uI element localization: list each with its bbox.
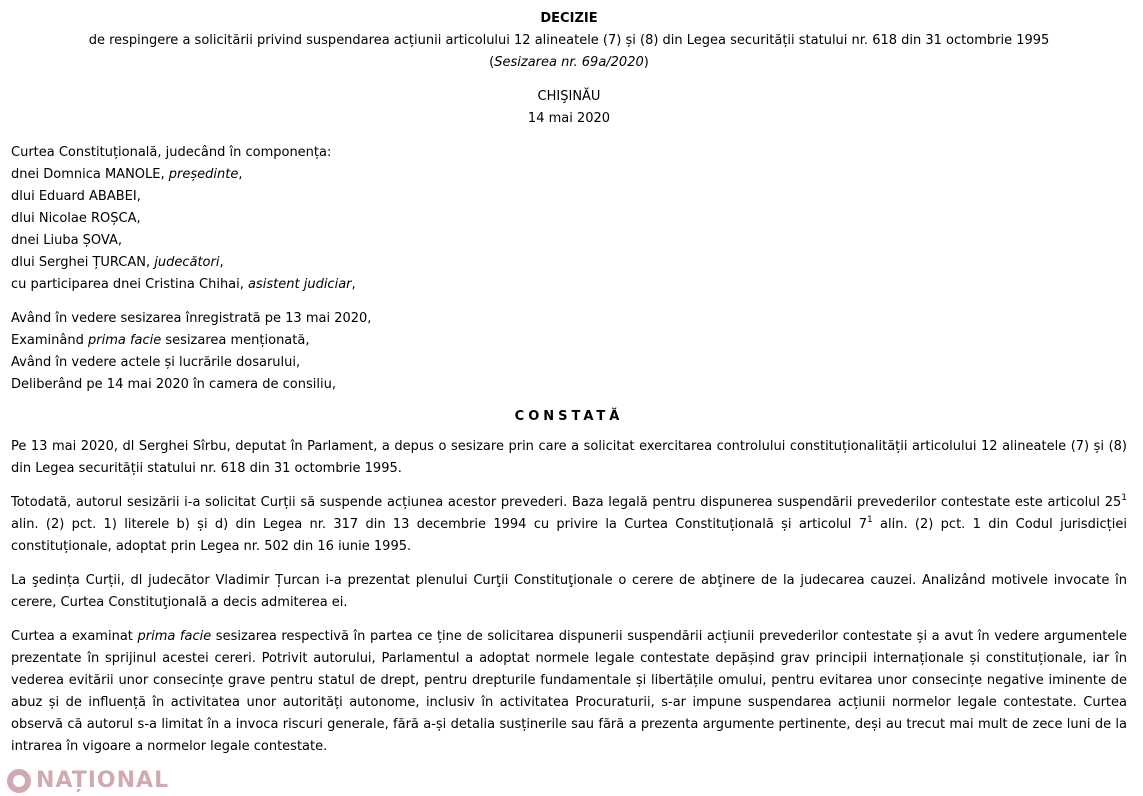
watermark-logo-icon bbox=[6, 768, 32, 794]
paragraph-2: Totodată, autorul sesizării i-a solicitat Curții să suspende acțiunea acestor prevederi. Baza legală pentru dispunerea suspendării prevederilor contestate este articolul $25^1$ alin. (2) pct. 1) literele b) și d) din Legea nr. 317 din 13 decembrie 1994 cu privire la Curtea Constituțională și articolul $7^1$ alin. (2) pct. 1 din Codul jurisdicției constituționale, adoptat prin Legea nr. 502 din 16 iunie 1995. bbox=[11, 492, 1127, 554]
considerations-block bbox=[11, 308, 1127, 396]
city: CHIŞINĂU bbox=[537, 89, 601, 104]
case-reference: (Sesizarea nr. 69a/2020) bbox=[489, 55, 649, 70]
watermark-text: NAȚIONAL bbox=[36, 768, 170, 793]
member-manole: dnei Domnica MANOLE, președinte, bbox=[11, 167, 243, 182]
member-ababei: dlui Eduard ABABEI, bbox=[11, 189, 141, 204]
paragraph-4: Curtea a examinat prima facie sesizarea respectivă în partea ce ține de solicitarea dispunerii suspendării acțiunii prevederilor contestate și a avut în vedere argumentele prezentate în sprijinul acestei cereri. Potrivit autorului, Parlamentul a adoptat normele legale contestate depășind grav principii internaționale și constituționale, iar în vederea evitării unor consecințe grave pentru statul de drept, pentru drepturile fundamentale și libertățile omului, pentru evitarea unor consecințe negative iminente de abuz și de influență în activitatea unor autorități autonome, inclusiv în activitatea Procuraturii, s-ar impune suspendarea acțiunii normelor legale contestate. Curtea observă că autorul s-a limitat în a invoca riscuri generale, fără a-și detalia susținerile sau fără a prezenta argumente pertinente, deși au trecut mai mult de zece luni de la intrarea în vigoare a normelor legale contestate. bbox=[11, 629, 1128, 754]
member-turcan: dlui Serghei ȚURCAN, judecători, bbox=[11, 255, 224, 270]
member-sova: dnei Liuba ȘOVA, bbox=[11, 233, 123, 248]
consideration-4: Deliberând pe 14 mai 2020 în camera de consiliu, bbox=[11, 377, 336, 392]
section-heading-constata: CONSTATĂ bbox=[514, 409, 624, 424]
document-page bbox=[11, 8, 1127, 758]
composition-block bbox=[11, 142, 1127, 296]
judicial-assistant: cu participarea dnei Cristina Chihai, asistent judiciar, bbox=[11, 277, 356, 292]
consideration-1: Având în vedere sesizarea înregistrată pe 13 mai 2020, bbox=[11, 311, 372, 326]
paragraph-3: La şedința Curții, dl judecător Vladimir Țurcan i-a prezentat plenului Curţii Constituţionale o cerere de abţinere de la judecarea cauzei. Analizând motivele invocate în cerere, Curtea Constituţională a decis admiterea ei. bbox=[11, 573, 1127, 610]
decision-subtitle: de respingere a solicitării privind suspendarea acțiunii articolului 12 alineatele (7) și (8) din Legea securității statului nr. 618 din 31 octombrie 1995 bbox=[88, 33, 1050, 48]
case-reference-number: Sesizarea nr. 69a/2020 bbox=[494, 55, 644, 70]
consideration-2: Examinând prima facie sesizarea menționată, bbox=[11, 333, 310, 348]
consideration-3: Având în vedere actele și lucrările dosarului, bbox=[11, 355, 301, 370]
composition-intro: Curtea Constituțională, judecând în componența: bbox=[11, 145, 332, 160]
decision-title: DECIZIE bbox=[540, 11, 598, 26]
decision-date: 14 mai 2020 bbox=[527, 111, 611, 126]
watermark bbox=[6, 766, 186, 796]
member-rosca: dlui Nicolae ROȘCA, bbox=[11, 211, 141, 226]
paragraph-1: Pe 13 mai 2020, dl Serghei Sîrbu, deputat în Parlament, a depus o sesizare prin care a solicitat exercitarea controlului constituționalității articolului 12 alineatele (7) și (8) din Legea securității statului nr. 618 din 31 octombrie 1995. bbox=[11, 439, 1127, 476]
